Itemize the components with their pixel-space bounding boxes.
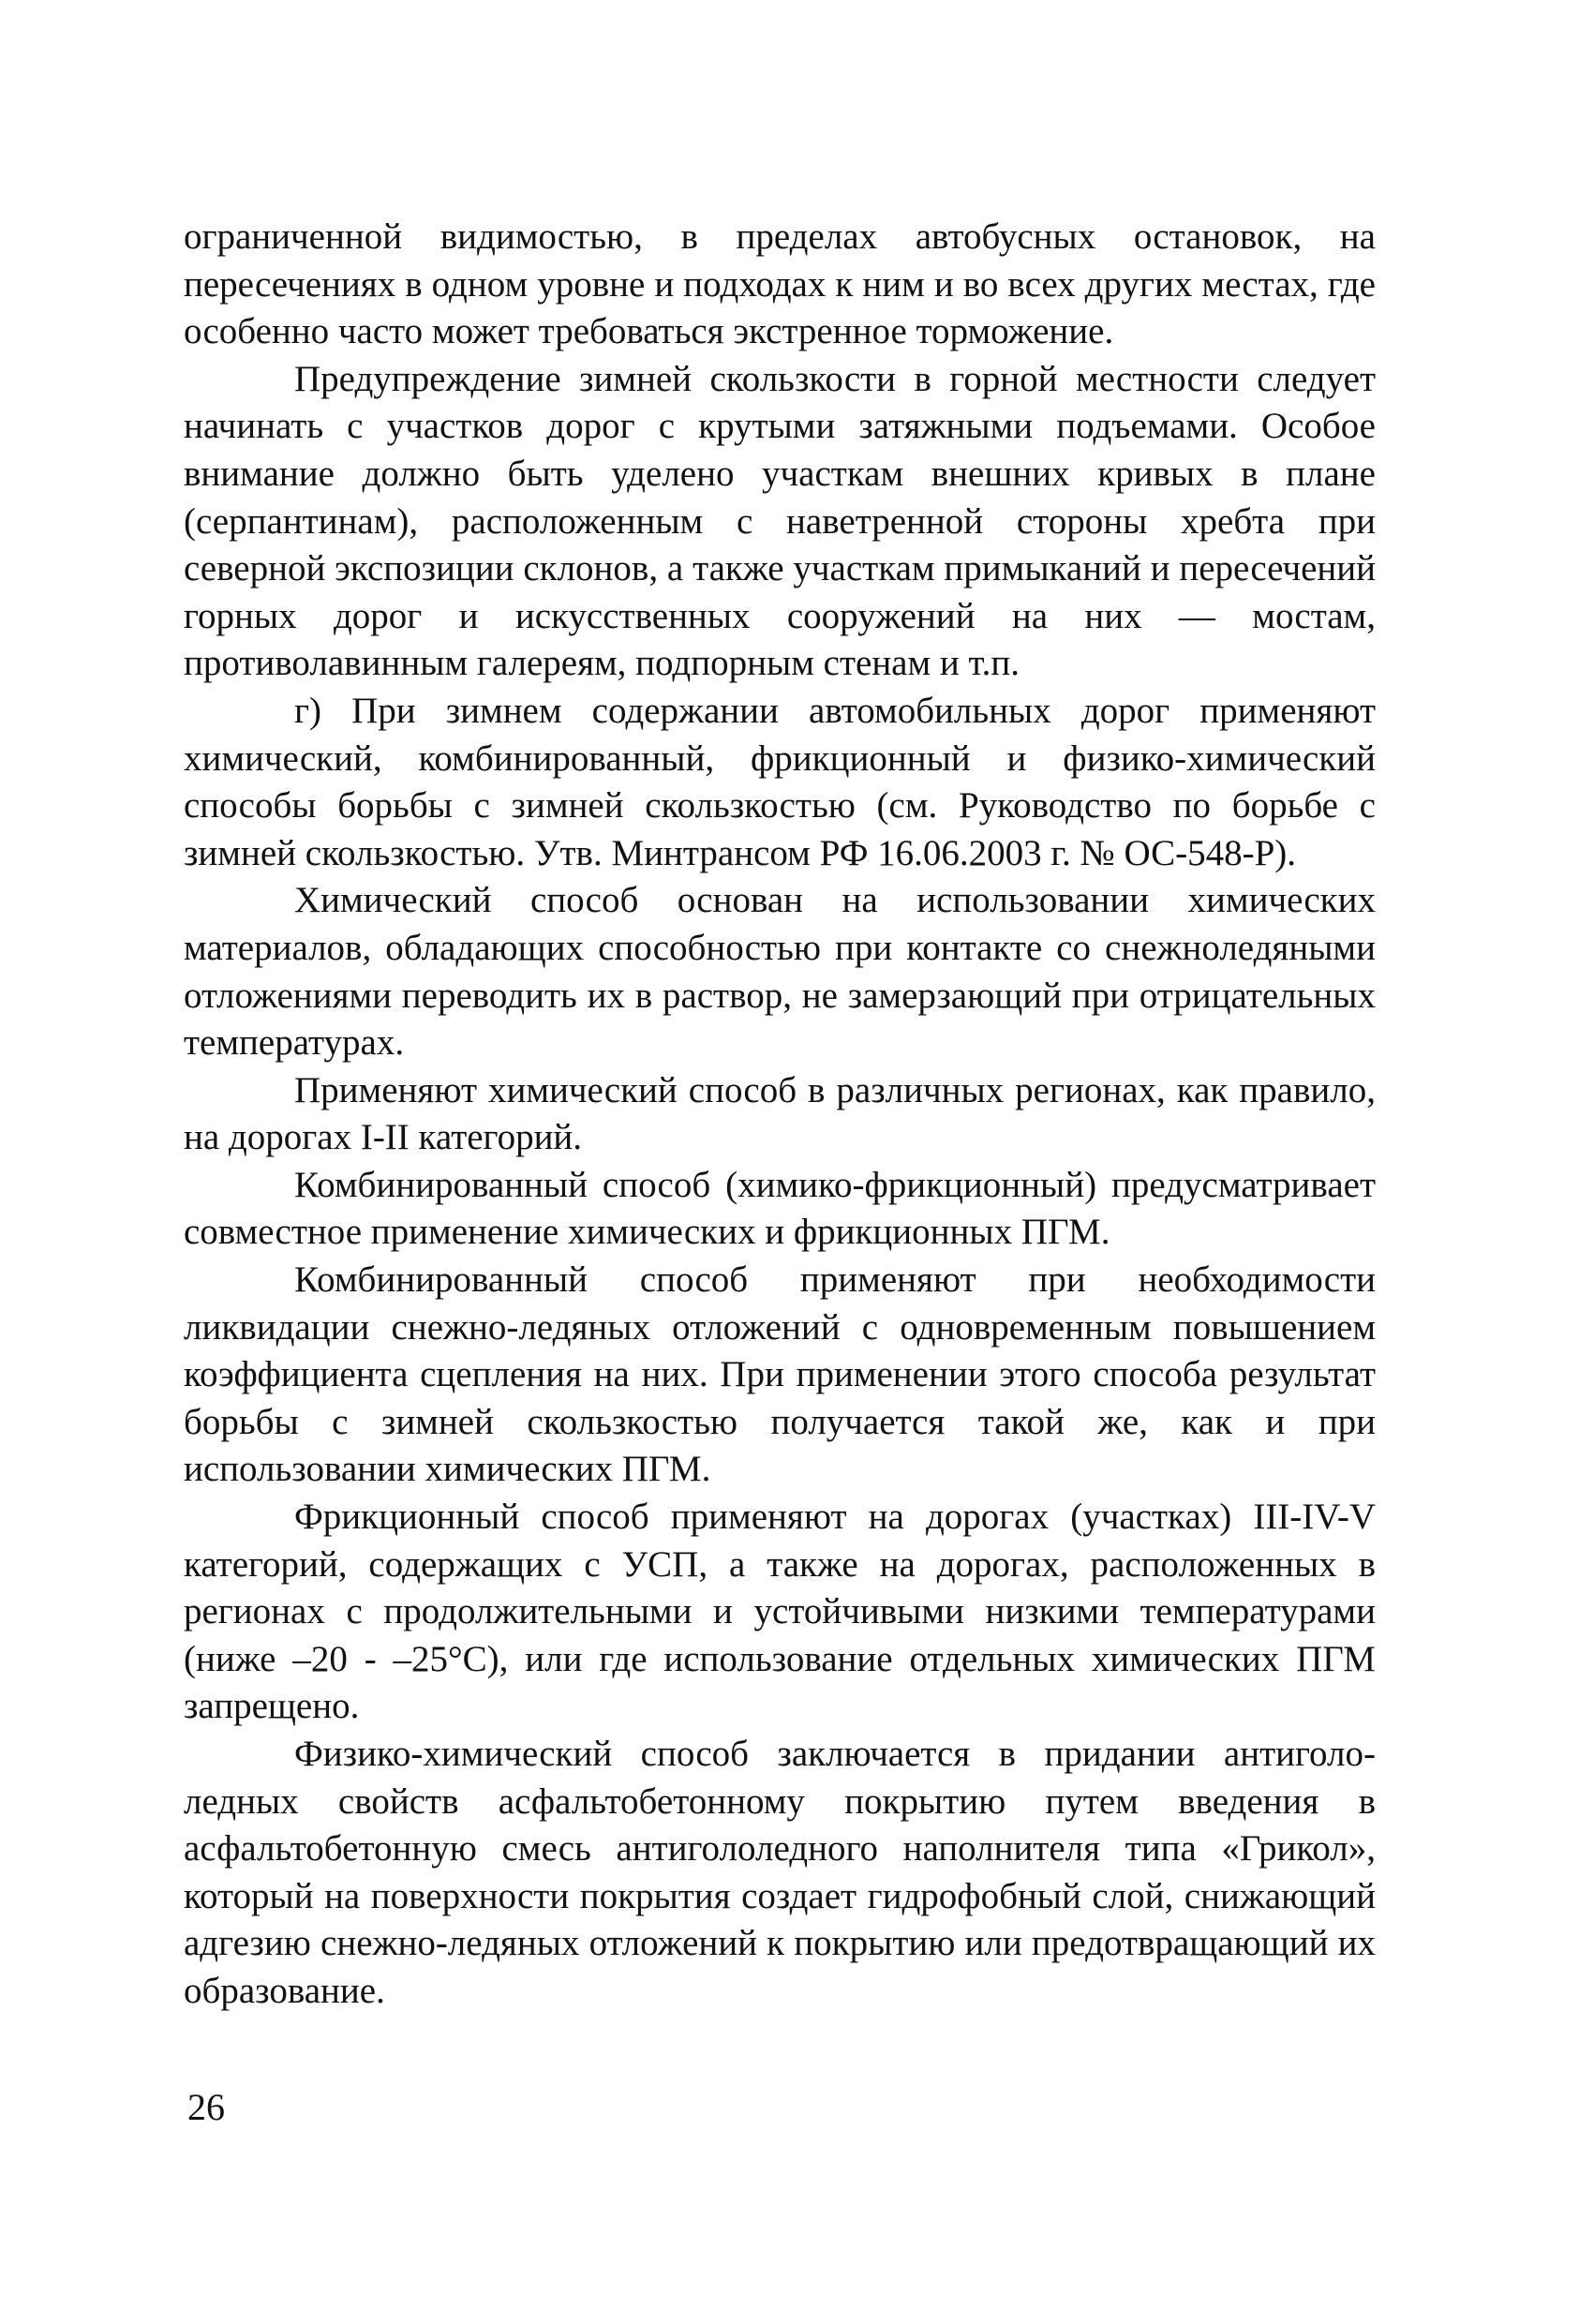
paragraph-mountain-slipperiness: Предупреждение зимней скользкости в горной местности следует начинать с участков дорог с крутыми затяжными подъемами. Особое внимание должно быть уделено участкам внешних кривых в плане (серпантинам), расположенным с наветренной стороны хребта при северной экспозиции склонов, а также участкам примыканий и пересечений горных дорог и искусственных сооружений на них — мостам, противолавинным галереям, подпорным стенам и т.п. — [184, 358, 1376, 684]
paragraph-physico-chemical-method: Физико-химический способ заключается в придании антигололедных свойств асфальтобетонному покрытию путем введения в асфальтобетонную смесь антигололедного наполнителя типа «Грикол», который на поверхности покрытия создает гидрофобный слой, снижающий адгезию снежно-ледяных отложений к покрытию или предотвращающий их образование. — [184, 1734, 1376, 2011]
paragraph-combined-method: Комбинированный способ (химико-фрикционный) предусматривает совместное применение химических и фрикционных ПГМ. — [184, 1164, 1376, 1253]
paragraph-methods-overview: г) При зимнем содержании автомобильных дорог применяют химический, комбинированный, фрикционный и физико-химический способы борьбы с зимней скользкостью (см. Руководство по борьбе с зимней скользкостью. Утв. Минтрансом РФ 16.06.2003 г. № ОС-548-Р). — [184, 690, 1376, 873]
paragraph-friction-method: Фрикционный способ применяют на дорогах (участках) III-IV-V категорий, содержащих с УСП, а также на дорогах, расположенных в регионах с продолжительными и устойчивыми низкими температурами (ниже –20 - –25°С), или где использование отдельных химических ПГМ запрещено. — [184, 1497, 1376, 1727]
page-body — [184, 214, 1376, 2016]
paragraph-combined-application: Комбинированный способ применяют при необходимости ликвидации снежно-ледяных отложений с одновременным повышением коэффициента сцепления на них. При применении этого способа результат борьбы с зимней скользкостью получается такой же, как и при использовании химических ПГМ. — [184, 1259, 1376, 1490]
page-number: 26 — [187, 2086, 225, 2128]
paragraph-chemical-application: Применяют химический способ в различных регионах, как правило, на дорогах I-II категорий. — [184, 1069, 1376, 1158]
paragraph-continuation: ограниченной видимостью, в пределах автобусных остановок, на пересечениях в одном уровне и подходах к ним и во всех других местах, где особенно часто может требоваться экстренное торможение. — [184, 216, 1376, 352]
paragraph-chemical-method: Химический способ основан на использовании химических материалов, обладающих способностью при контакте со снежноледяными отложениями переводить их в раствор, не замерзающий при отрицательных температурах. — [184, 880, 1376, 1064]
